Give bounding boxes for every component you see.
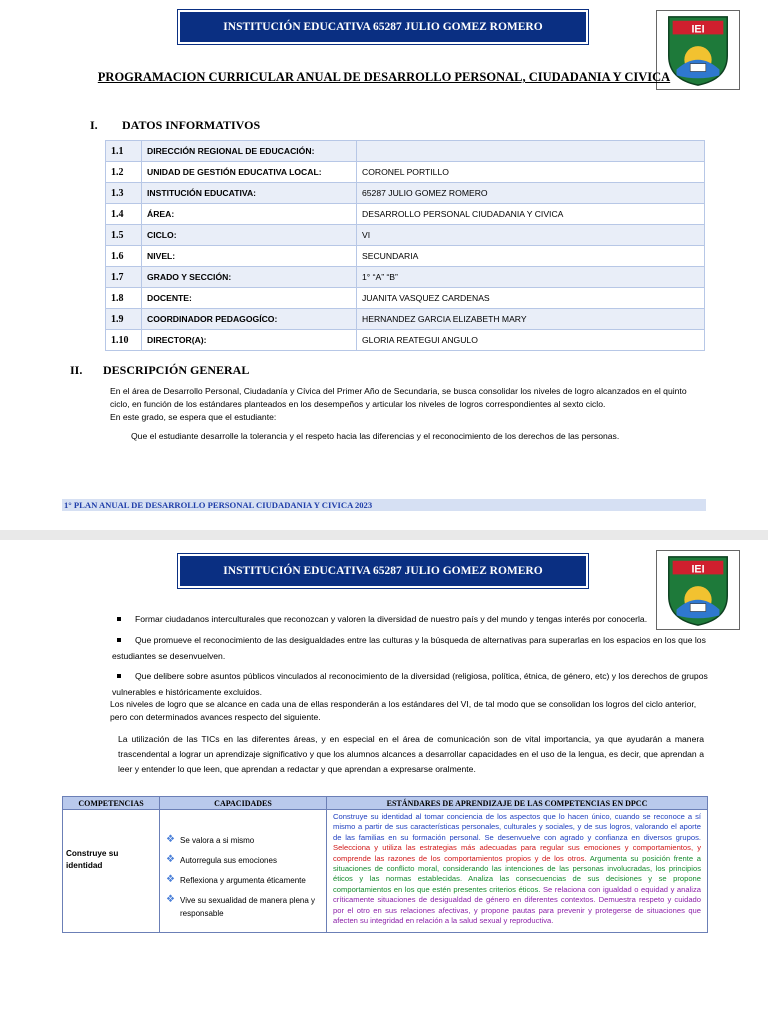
description-intro: En este grado, se espera que el estudiante: bbox=[110, 412, 277, 422]
competency-name: Construye su identidad bbox=[63, 810, 160, 933]
table-row: 1.4 ÁREA: DESARROLLO PERSONAL CIUDADANIA Y CIVICA bbox=[106, 204, 705, 225]
standard-text-ethics: Argumenta su posición frente a situaciones de conflicto moral, considerando las intenciones de las personas involucradas, los principios éticos y las normas establecidas. Analiza las consecuencias de sus decisiones y se propone comportamientos en los que estén presentes criterios éticos. bbox=[333, 853, 701, 894]
institution-banner: INSTITUCIÓN EDUCATIVA 65287 JULIO GOMEZ ROMERO bbox=[178, 554, 588, 588]
section-2-heading: DESCRIPCIÓN GENERAL bbox=[103, 363, 250, 377]
standards-cell bbox=[327, 810, 708, 933]
plan-title-bar: 1° PLAN ANUAL DE DESARROLLO PERSONAL CIUDADANIA Y CIVICA 2023 bbox=[62, 499, 706, 511]
standard-text-emotions: Selecciona y utiliza las estrategias más adecuadas para regular sus emociones y comportamientos, y comprende las razones de los comportamientos propios y de los otros. bbox=[333, 843, 701, 863]
column-header: ESTÁNDARES DE APRENDIZAJE DE LAS COMPETENCIAS EN DPCC bbox=[327, 797, 708, 810]
list-item: Formar ciudadanos interculturales que reconozcan y valoren la diversidad de nuestro país y del mundo y tengas interés por conocerla. bbox=[112, 611, 672, 627]
list-item: ❖ Vive su sexualidad de manera plena y responsable bbox=[166, 894, 316, 918]
diamond-bullet-icon: ❖ bbox=[166, 854, 175, 865]
diamond-bullet-icon: ❖ bbox=[166, 834, 175, 845]
standard-text-identity: Construye su identidad al tomar conciencia de los aspectos que lo hacen único, cuando se reconoce a sí mismo a partir de sus características personales, culturales y sociales, y de sus logros, valorando el aporte de las familias en su formación personal. Se desenvuelve con agrado y confianza en diversos grupos. bbox=[333, 812, 701, 842]
column-header: CAPACIDADES bbox=[160, 797, 327, 810]
diamond-bullet-icon: ❖ bbox=[166, 874, 175, 885]
table-row: 1.9 COORDINADOR PEDAGOGÍCO: HERNANDEZ GARCIA ELIZABETH MARY bbox=[106, 309, 705, 330]
table-row bbox=[63, 810, 708, 933]
diamond-bullet-icon: ❖ bbox=[166, 894, 175, 905]
informative-data-table bbox=[105, 140, 705, 351]
section-2-number: II. bbox=[70, 363, 83, 377]
capacities-cell bbox=[160, 810, 327, 933]
table-row: 1.8 DOCENTE: JUANITA VASQUEZ CARDENAS bbox=[106, 288, 705, 309]
list-item: ❖ Se valora a si mismo bbox=[166, 834, 255, 845]
svg-text:IEI: IEI bbox=[691, 23, 705, 36]
square-bullet-icon bbox=[117, 617, 121, 621]
square-bullet-icon bbox=[117, 638, 121, 642]
description-bullet: Que el estudiante desarrolle la tolerancia y el respeto hacia las diferencias y el reconocimiento de los derechos de las personas. bbox=[131, 431, 620, 441]
section-1-heading: DATOS INFORMATIVOS bbox=[122, 118, 261, 132]
page-separator bbox=[0, 530, 768, 540]
table-row: 1.3 INSTITUCIÓN EDUCATIVA: 65287 JULIO GOMEZ ROMERO bbox=[106, 183, 705, 204]
description-paragraph: En el área de Desarrollo Personal, Ciudadanía y Cívica del Primer Año de Secundaria, se busca consolidar los niveles de logro alcanzados en el quinto ciclo, en función de los estándares planteados en los desempeños y articular los niveles de logros correspondientes al sexto ciclo. bbox=[110, 386, 687, 409]
table-row: 1.10 DIRECTOR(A): GLORIA REATEGUI ANGULO bbox=[106, 330, 705, 351]
svg-text:IEI: IEI bbox=[691, 563, 705, 576]
table-row: 1.1 DIRECCIÓN REGIONAL DE EDUCACIÓN: bbox=[106, 141, 705, 162]
table-row: 1.5 CICLO: VI bbox=[106, 225, 705, 246]
table-row: 1.2 UNIDAD DE GESTIÓN EDUCATIVA LOCAL: CORONEL PORTILLO bbox=[106, 162, 705, 183]
list-item: Que promueve el reconocimiento de las desigualdades entre las culturas y la búsqueda de alternativas para superarlas en los espacios en los que los estudiantes se desenvuelven. bbox=[112, 635, 706, 661]
document-title: PROGRAMACION CURRICULAR ANUAL DE DESARROLLO PERSONAL, CIUDADANIA Y CIVICA bbox=[97, 70, 671, 84]
section-1-number: I. bbox=[90, 118, 98, 132]
list-item: ❖ Autorregula sus emociones bbox=[166, 854, 277, 865]
list-item: Que delibere sobre asuntos públicos vinculados al reconocimiento de la diversidad (religiosa, política, étnica, de género, etc) y los derechos de grupos vulnerables e históricamente excluidos. bbox=[112, 671, 708, 697]
standard-text-sexuality: Se relaciona con igualdad o equidad y analiza críticamente situaciones de desigualdad de género en diferentes contextos. Demuestra respeto y cuidado por el otro en sus relaciones afectivas, y propone pautas para prevenir y protegerse de situaciones que afecten su integridad en relación a la salud sexual y reproductiva. bbox=[333, 884, 701, 926]
list-item: ❖ Reflexiona y argumenta éticamente bbox=[166, 874, 306, 885]
table-row: 1.6 NIVEL: SECUNDARIA bbox=[106, 246, 705, 267]
institution-banner: INSTITUCIÓN EDUCATIVA 65287 JULIO GOMEZ ROMERO bbox=[178, 10, 588, 44]
levels-paragraph: Los niveles de logro que se alcance en cada una de ellas responderán a los estándares del VI, de tal modo que se consolidan los logros del ciclo anterior, pero con determinados avances respecto del siguiente. bbox=[110, 699, 697, 722]
table-row: 1.7 GRADO Y SECCIÓN: 1° “A” “B” bbox=[106, 267, 705, 288]
competencies-table bbox=[62, 796, 708, 933]
column-header: COMPETENCIAS bbox=[63, 797, 160, 810]
square-bullet-icon bbox=[117, 674, 121, 678]
document-page-2 bbox=[0, 540, 768, 1024]
tics-paragraph: La utilización de las TICs en las diferentes áreas, y en especial en el área de comunicación son de vital importancia, ya que ayudarán a manera trascendental a lograr un aprendizaje significativo y que los alumnos alcances a desarrollar capacidades en el uso de la lengua, es decir, que aprendan a leer y entender lo que leen, que aprendan a redactar y que aprendan a expresarse oralmente. bbox=[118, 734, 704, 774]
